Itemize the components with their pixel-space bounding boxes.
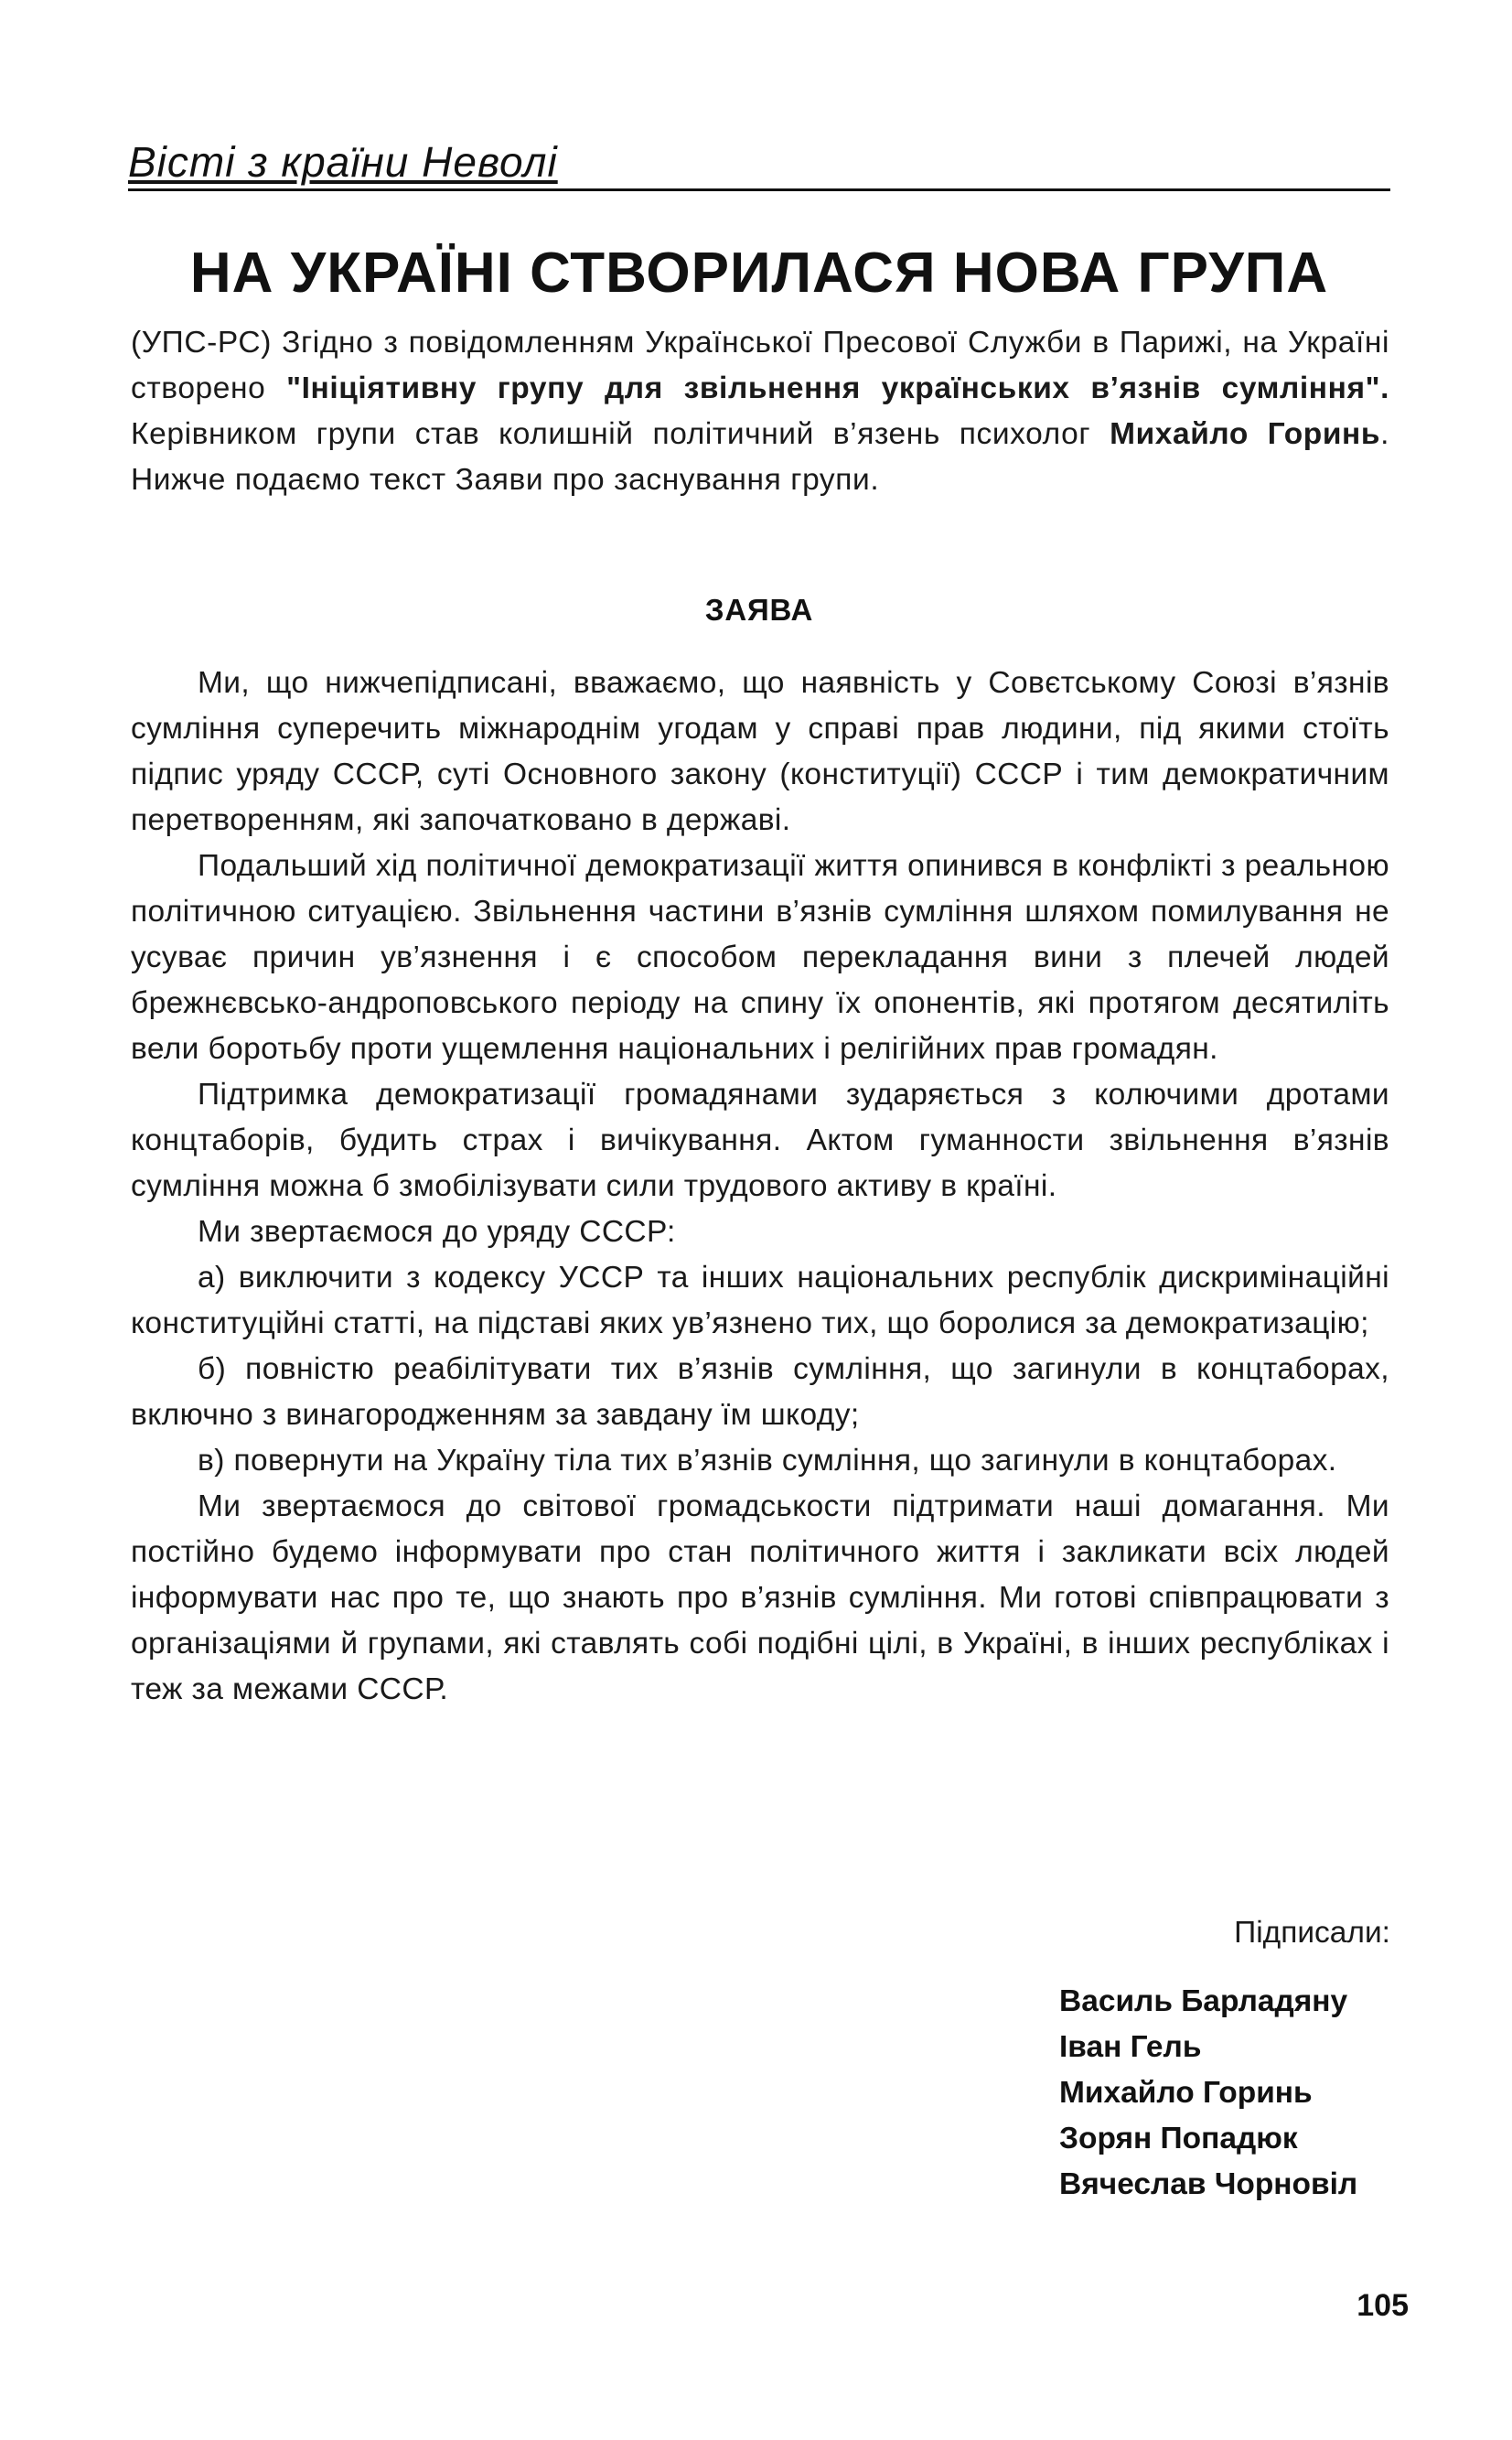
statement-body <box>131 661 1389 1713</box>
statement-paragraph: Ми, що нижчепідписані, вважаємо, що наявність у Совєтському Союзі в’язнів сумління суперечить міжнароднім угодам у справі прав людини, під якими стоїть підпис уряду СССР, суті Основного закону (конституції) СССР і тим демократичним перетворенням, які започатковано в державі. <box>131 666 1389 837</box>
signatory-name: Василь Барладяну <box>1059 1984 1348 2018</box>
demand-item-a: а) виключити з кодексу УССР та інших національних республік дискримінаційні конституційні статті, на підставі яких ув’язнено тих, що боролися за демократизацію; <box>131 1261 1389 1340</box>
signatories-list <box>1059 1979 1407 2208</box>
intro-group-name: "Ініціятивну групу для звільнення українських в’язнів сумління". <box>286 371 1389 405</box>
intro-text-part2: Керівником групи став колишній політичний в’язень психолог <box>131 417 1110 451</box>
statement-paragraph: Ми звертаємося до уряду СССР: <box>198 1215 676 1249</box>
signatory-name: Вячеслав Чорновіл <box>1059 2167 1358 2201</box>
statement-title: ЗАЯВА <box>704 593 814 627</box>
intro-text-part1: (УПС-РС) Згідно з повідомленням Української Пресової Служби в Парижі, на Україні створено <box>131 326 1389 405</box>
statement-paragraph: Підтримка демократизації громадянами зударяється з колючими дротами концтаборів, будить страх і вичікування. Актом гуманности звільнення в’язнів сумління можна б змобілізувати сили трудового активу в країні. <box>131 1078 1389 1203</box>
demand-item-c: в) повернути на Україну тіла тих в’язнів сумління, що загинули в концтаборах. <box>198 1444 1337 1478</box>
article-headline: НА УКРАЇНІ СТВОРИЛАСЯ НОВА ГРУПА <box>189 242 1329 305</box>
signatory-name: Михайло Горинь <box>1059 2076 1313 2110</box>
statement-paragraph: Ми звертаємося до світової громадськости підтримати наші домагання. Ми постійно будемо інформувати про стан політичного життя і закликати всіх людей інформувати нас про те, що знають про в’язнів сумління. Ми готові співпрацювати з організаціями й групами, які ставлять собі подібні цілі, в Україні, в інших республіках і теж за межами СССР. <box>131 1489 1389 1706</box>
article-intro <box>131 320 1389 503</box>
statement-paragraph: Подальший хід політичної демократизації життя опинився в конфлікті з реальною політичною ситуацією. Звільнення частини в’язнів сумління шляхом помилування не усуває причин ув’язнення і є способом перекладання вини з плечей людей брежнєвсько-андроповського періоду на спину їх опонентів, які протягом десятиліть вели боротьбу проти ущемлення національних і релігійних прав громадян. <box>131 849 1389 1066</box>
signatory-name: Зорян Попадюк <box>1059 2122 1298 2155</box>
intro-leader-name: Михайло Горинь <box>1110 417 1381 451</box>
section-title: Вісті з країни Неволі <box>128 138 558 186</box>
page-number: 105 <box>1357 2288 1409 2323</box>
signatory-name: Іван Гель <box>1059 2030 1202 2064</box>
demand-item-b: б) повністю реабілітувати тих в’язнів сумління, що загинули в концтаборах, включно з винагородженням за завдану їм шкоду; <box>131 1352 1389 1432</box>
section-header <box>128 135 1390 191</box>
intro-text-part3: . Нижче подаємо текст Заяви про заснування групи. <box>131 417 1389 497</box>
signed-label: Підписали: <box>1234 1916 1390 1950</box>
